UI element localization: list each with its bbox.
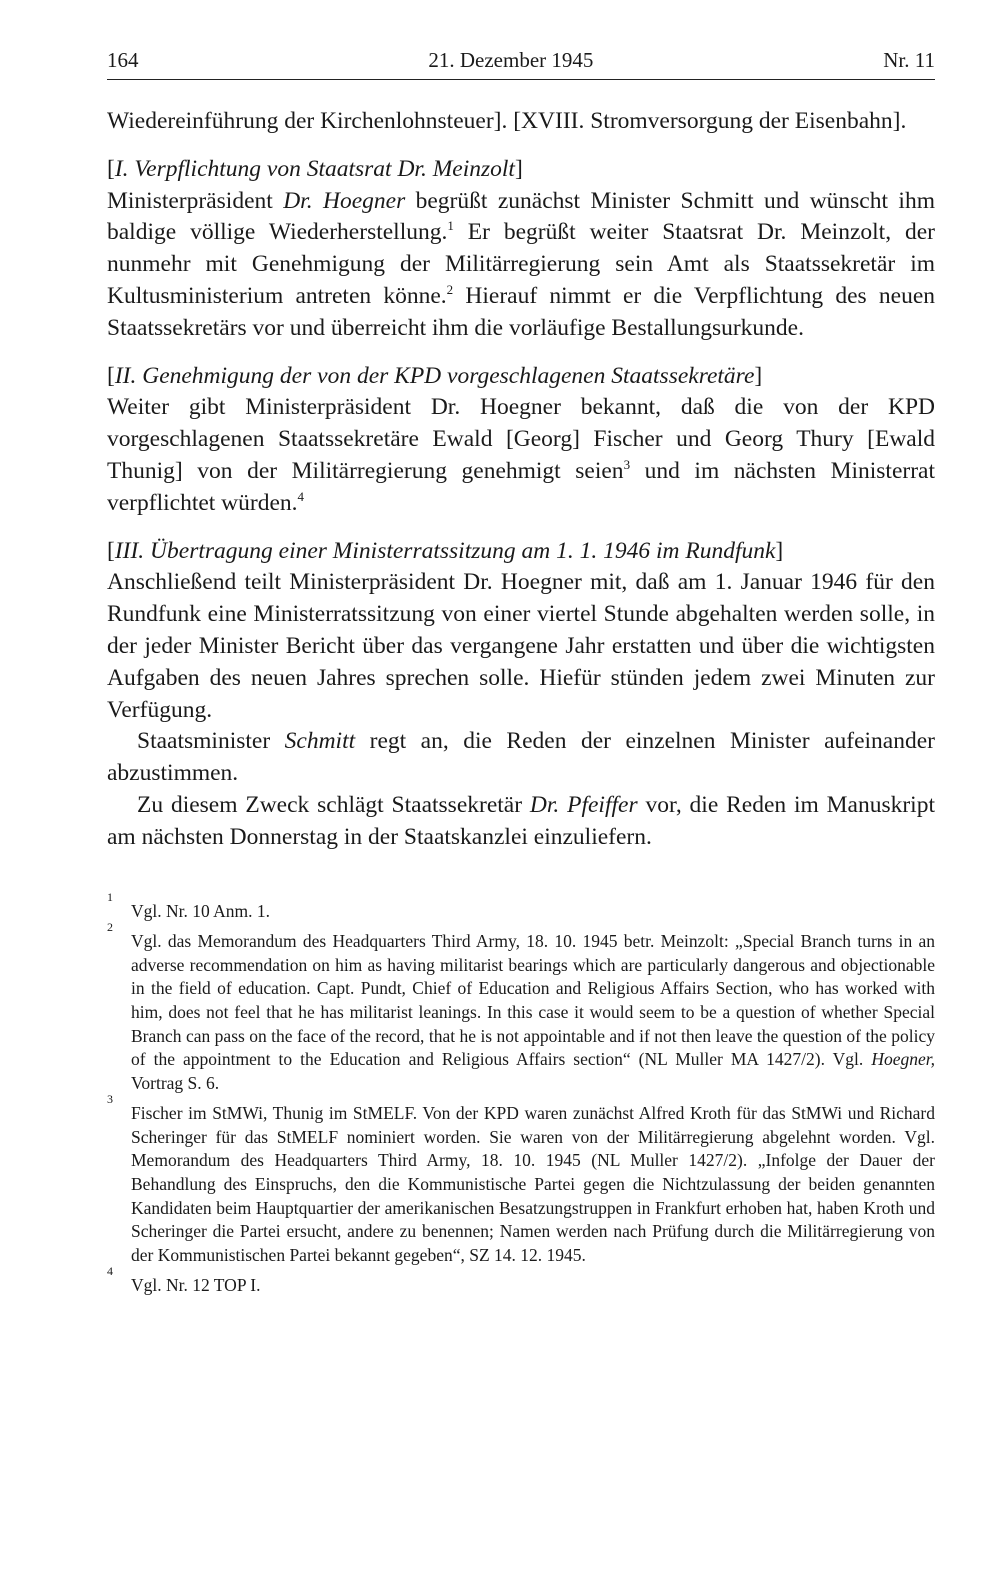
page-number: 164 bbox=[107, 48, 139, 72]
footnote-1: 1 Vgl. Nr. 10 Anm. 1. bbox=[107, 889, 271, 921]
document-page bbox=[107, 48, 935, 1305]
footnote-ref[interactable]: 1 bbox=[447, 218, 454, 234]
footnote-ref[interactable]: 4 bbox=[297, 488, 305, 504]
footnote-4: 4 Vgl. Nr. 12 TOP I. bbox=[107, 1264, 261, 1296]
main-text bbox=[107, 106, 935, 854]
page-header bbox=[107, 48, 935, 80]
section-heading-1: [I. Verpflichtung von Staatsrat Dr. Meinzolt] bbox=[107, 155, 523, 182]
section-heading-3: [III. Übertragung einer Ministerratssitzung am 1. 1. 1946 im Rundfunk] bbox=[107, 537, 784, 564]
document-number: Nr. 11 bbox=[883, 48, 935, 72]
intro-paragraph: Wiedereinführung der Kirchenlohnsteuer]. [XVIII. Stromversorgung der Eisenbahn]. bbox=[107, 108, 907, 134]
header-date: 21. Dezember 1945 bbox=[428, 48, 594, 72]
section-1-paragraph: Ministerpräsident Dr. Hoegner begrüßt zunächst Minister Schmitt und wünscht ihm baldige völlige Wiederherstellung.$^1$ Er begrüßt weiter Staatsrat Dr. Meinzolt, der nunmehr mit Genehmigung der Militärregierung sein Amt als Staatssekretär im Kultusministerium antreten könne.$^2$ Hierauf nimmt er die Verpflichtung des neuen Staatssekretärs vor und überreicht ihm die vorläufige Bestallungsurkunde. bbox=[107, 187, 936, 341]
footnote-ref[interactable]: 3 bbox=[623, 456, 631, 472]
person-name: Schmitt bbox=[284, 728, 356, 755]
footnote-3: 3 Fischer im StMWi, Thunig im StMELF. Von der KPD waren zunächst Alfred Kroth für das StMWi und Richard Scheringer für das StMELF nominiert worden. Sie waren von der Militärregierung abgelehnt worden. Vgl. Memorandum des Headquarters Third Army, 18. 10. 1945 (NL Muller 1427/2). „Infolge der Dauer der Behandlung des Einspruchs, den die Kommunistische Partei gegen die Nichtzulassung der beiden genannten Kandidaten beim Hauptquartier der amerikanischen Besatzungstruppen in Frankfurt erhoben hat, haben Kroth und Scheringer die Partei ersucht, andere zu benennen; Namen werden nach Prüfung durch die Militärregierung von der Kommunistischen Partei bekannt gegeben“, SZ 14. 12. 1945. bbox=[107, 1092, 935, 1265]
section-2-paragraph: Weiter gibt Ministerpräsident Dr. Hoegner bekannt, daß die von der KPD vorgeschlagenen Staatssekretäre Ewald [Georg] Fischer und Georg Thury [Ewald Thunig] von der Militärregierung genehmigt seien$^3$ und im nächsten Ministerrat verpflichtet würden.$^4$ bbox=[107, 394, 935, 516]
footnotes bbox=[107, 889, 935, 1299]
person-name: Dr. Pfeiffer bbox=[529, 791, 638, 818]
section-heading-2: [II. Genehmigung der von der KPD vorgeschlagenen Staatssekretäre] bbox=[107, 362, 763, 389]
footnote-ref[interactable]: 2 bbox=[446, 281, 454, 297]
person-name: Dr. Hoegner bbox=[283, 187, 406, 214]
footnote-2: 2 Vgl. das Memorandum des Headquarters Third Army, 18. 10. 1945 betr. Meinzolt: „Special Branch turns in an adverse recommendation on him as having militarist bearings which are particularly dangerous and objectionable in the field of education. Capt. Pundt, Chief of Education and Religious Affairs Section, who has worked with him, does not feel that he has militarist leanings. In this case it would seem to be a question of whether Special Branch can pass on the face of the record, that he is not appointable and if not then leave the question of the policy of the appointment to the Education and Religious Affairs section“ (NL Muller MA 1427/2). Vgl. Hoegner, Vortrag S. 6. bbox=[107, 920, 935, 1093]
section-3-paragraph-1: Anschließend teilt Ministerpräsident Dr. Hoegner mit, daß am 1. Januar 1946 für den Rundfunk eine Ministerratssitzung von einer viertel Stunde abgehalten werden solle, in der jeder Minister Bericht über das vergangene Jahr erstatten und über die wichtigsten Aufgaben des neuen Jahres sprechen solle. Hiefür stünden jedem zwei Minuten zur Verfügung. bbox=[107, 569, 935, 723]
section-3-paragraph-2: Staatsminister Schmitt regt an, die Reden der einzelnen Minister aufeinander abzustimmen. bbox=[107, 728, 935, 787]
section-3-paragraph-3: Zu diesem Zweck schlägt Staatssekretär Dr. Pfeiffer vor, die Reden im Manuskript am nächsten Donnerstag in der Staatskanzlei einzuliefern. bbox=[107, 791, 935, 850]
author-name: Hoegner, bbox=[871, 1049, 935, 1070]
